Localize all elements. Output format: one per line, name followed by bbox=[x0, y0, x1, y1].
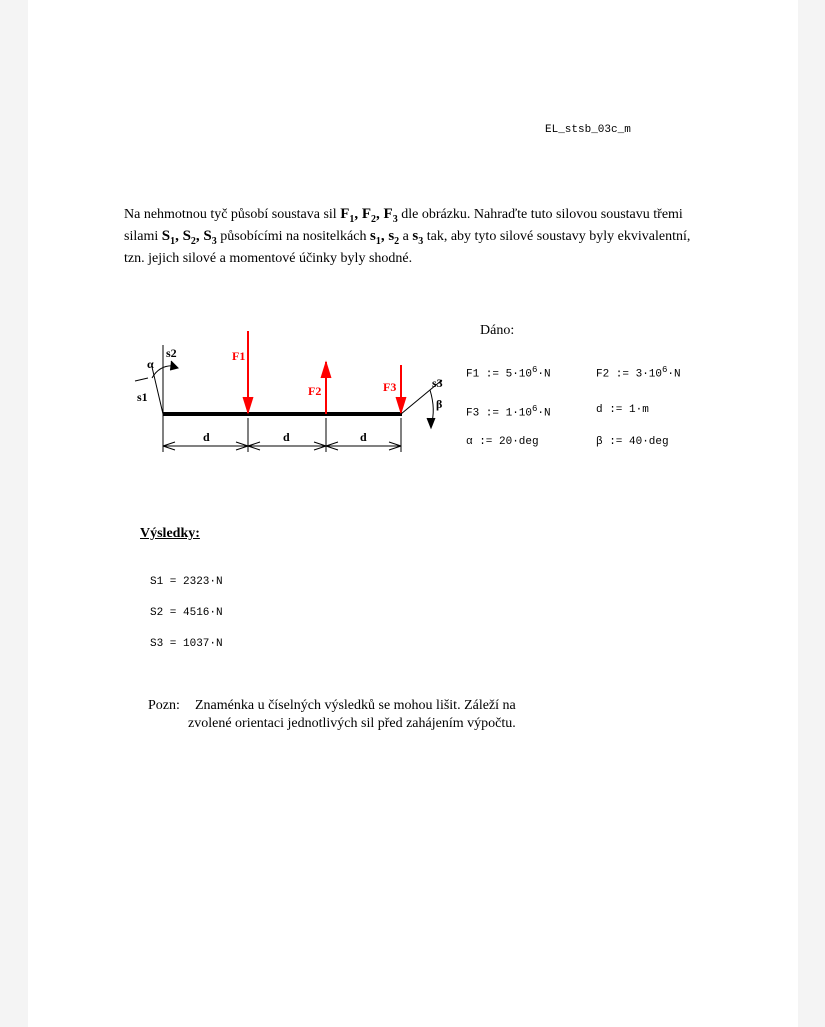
given-F1: F1 := $5\cdot 10^6\cdot N$ bbox=[466, 365, 551, 381]
problem-text-1: Na nehmotnou tyč působí soustava sil bbox=[124, 207, 341, 222]
symbol-F3: $F_3$ bbox=[383, 206, 398, 225]
dim-d-1: d bbox=[203, 430, 210, 444]
dim-d-2: d bbox=[283, 430, 290, 444]
symbol-s1: $s_1$ bbox=[369, 228, 381, 247]
given-alpha: α := 20·deg bbox=[466, 436, 539, 448]
symbol-S1: $S_1$ bbox=[161, 228, 176, 247]
problem-text-3: působícími na nositelkách bbox=[216, 229, 370, 244]
problem-statement: Na nehmotnou tyč působí soustava sil $F_1$, $F_2$, $F_3$ dle obrázku. Nahraďte tuto silovou soustavu třemi silami $S_1$, $S_2$, $S_3$ působícími na nositelkách $s_1$, $s_2$ a $s_3$ tak, aby tyto silové soustavy byly ekvivalentní, tzn. jejich silové a momentové účinky byly shodné. bbox=[124, 206, 691, 266]
note-line-1: Znaménka u číselných výsledků se mohou lišit. Záleží na bbox=[195, 698, 516, 713]
note-line-2: zvolené orientaci jednotlivých sil před zahájením výpočtu. bbox=[188, 716, 516, 731]
symbol-F2: $F_2$ bbox=[361, 206, 377, 225]
label-alpha: α bbox=[147, 357, 154, 371]
force-F1-arrow bbox=[243, 331, 253, 413]
symbol-s3: $s_3$ bbox=[412, 228, 424, 247]
given-beta: β := 40·deg bbox=[596, 436, 669, 448]
label-s1: s1 bbox=[137, 390, 148, 404]
force-F2-label: F2 bbox=[308, 384, 322, 398]
results-title: Výsledky: bbox=[140, 526, 200, 541]
given-F2: F2 := $3\cdot 10^6\cdot N$ bbox=[596, 365, 681, 381]
force-F1-label: F1 bbox=[232, 349, 246, 363]
given-d: d := 1·m bbox=[596, 404, 649, 416]
symbol-S3: $S_3$ bbox=[203, 228, 217, 247]
force-F2-arrow bbox=[321, 362, 331, 414]
result-S2: S2 = 4516·N bbox=[150, 607, 223, 619]
label-beta: β bbox=[436, 397, 443, 411]
label-s3: s3 bbox=[432, 376, 443, 390]
given-title: Dáno: bbox=[480, 323, 515, 338]
dim-d-3: d bbox=[360, 430, 367, 444]
result-S1: S1 = 2323·N bbox=[150, 576, 223, 588]
force-F3-arrow bbox=[396, 365, 406, 413]
problem-text-2: dle obrázku. Nahraďte tuto silovou soustavu třemi silami bbox=[124, 207, 683, 244]
symbol-F1: $F_1$ bbox=[340, 206, 355, 225]
document-id: EL_stsb_03c_m bbox=[545, 124, 631, 136]
symbol-s2: $s_2$ bbox=[388, 228, 400, 247]
problem-text-4: tak, aby tyto silové soustavy byly ekvivalentní, tzn. jejich silové a momentové účinky byly shodné. bbox=[124, 229, 691, 266]
given-F3: F3 := $1\cdot 10^6\cdot N$ bbox=[466, 404, 551, 420]
symbol-S2: $S_2$ bbox=[182, 228, 196, 247]
label-s2: s2 bbox=[166, 346, 177, 360]
force-F3-label: F3 bbox=[383, 380, 397, 394]
note-label: Pozn: bbox=[148, 698, 180, 713]
result-S3: S3 = 1037·N bbox=[150, 638, 223, 650]
